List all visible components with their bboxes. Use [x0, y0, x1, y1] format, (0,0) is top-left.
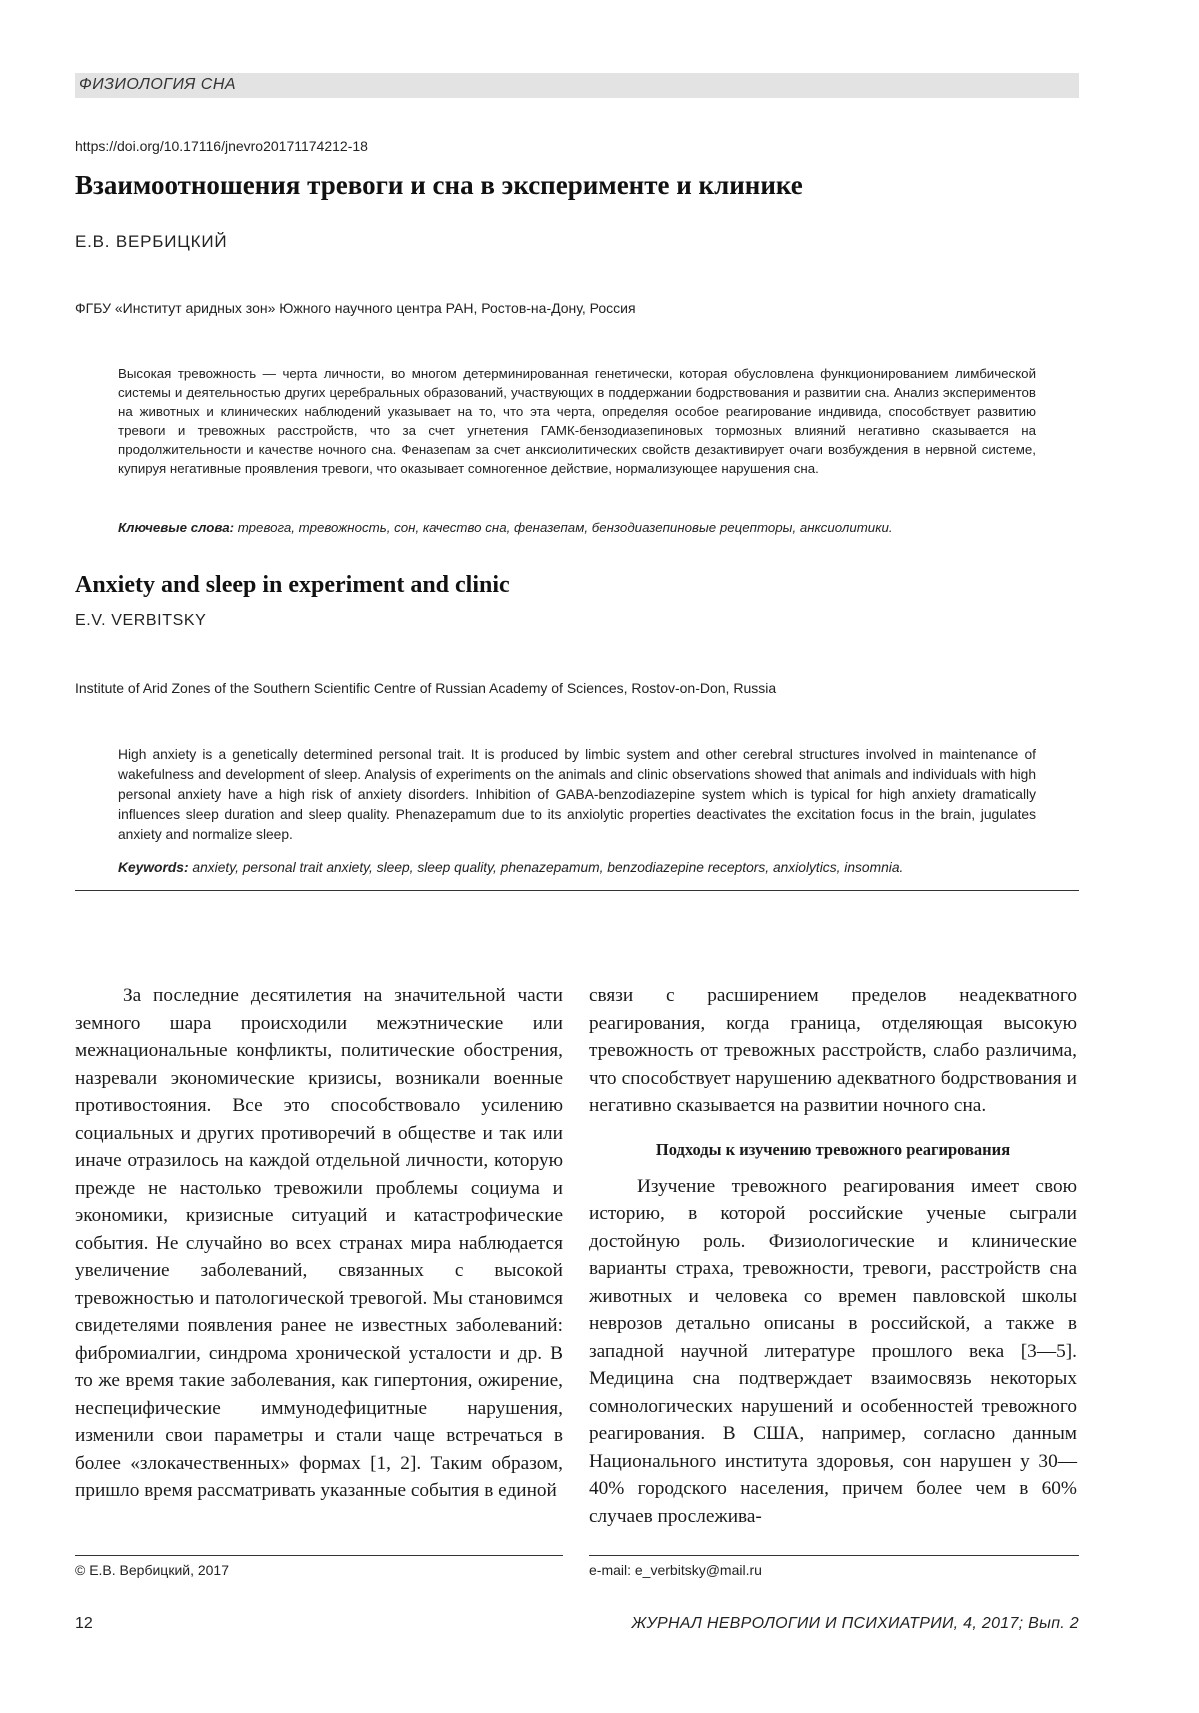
keywords-label-en: Keywords: [118, 860, 189, 875]
footnote-divider-left [75, 1555, 563, 1556]
affiliation-en: Institute of Arid Zones of the Southern Scientific Centre of Russian Academy of Sciences, Rostov-on-Don, Russia [75, 680, 777, 696]
abstract-ru: Высокая тревожность — черта личности, во многом детерминированная генетически, которая обусловлена функционированием лимбической системы и деятельностью других церебральных образований, участвующих в поддержании бодрствования и развитии сна. Анализ экспериментов на животных и клинических наблюдений указывает на то, что эта черта, определяя особое реагирование индивида, способствует развитию тревоги и тревожных расстройств, что за счет угнетения ГАМК-бензодиазепиновых тормозных влияний негативно сказывается на продолжительности и качестве ночного сна. Феназепам за счет анксиолитических свойств дезактивирует очаги возбуждения в нервной системе, купируя негативные проявления тревоги, что оказывает сомногенное действие, нормализующее нарушения сна. [118, 366, 1036, 476]
keywords-ru [118, 520, 1058, 535]
section-title: ФИЗИОЛОГИЯ СНА [79, 76, 237, 93]
abstract-en: High anxiety is a genetically determined personal trait. It is produced by limbic system and other cerebral structures involved in maintenance of wakefulness and development of sleep. Analysis of experiments on the animals and clinic observations showed that animals and individuals with high personal anxiety have a high risk of anxiety disorders. Inhibition of GABA-benzodiazepine system which is typical for high anxiety dramatically influences sleep duration and sleep quality. Phenazepamum due to its anxiolytic properties deactivates the excitation focus in the brain, jugulates anxiety and normalize sleep. [118, 747, 1036, 842]
affiliation-ru: ФГБУ «Институт аридных зон» Южного научного центра РАН, Ростов-на-Дону, Россия [75, 300, 636, 316]
body-paragraph: связи с расширением пределов неадекватного реагирования, когда граница, отделяющая высокую тревожность от тревожных расстройств, слабо различима, что способствует нарушению адекватного бодрствования и негативно сказывается на развитии ночного сна. [589, 985, 1077, 1116]
author-ru: Е.В. ВЕРБИЦКИЙ [75, 232, 228, 251]
keywords-list-en: anxiety, personal trait anxiety, sleep, sleep quality, phenazepamum, benzodiazepine receptors, anxiolytics, insomnia. [192, 860, 904, 875]
author-en: E.V. VERBITSKY [75, 612, 207, 629]
body-paragraph: За последние десятилетия на значительной части земного шара происходили межэтнические или межнациональные конфликты, политические обострения, назревали экономические кризисы, возникали военные противостояния. Все это способствовало усилению социальных и других противоречий в обществе и так или иначе отразилось на каждой отдельной личности, которую прежде не настолько тревожили проблемы социума и экономики, кризисные ситуаций и катастрофические события. Не случайно во всех странах мира наблюдается увеличение заболеваний, связанных с высокой тревожностью и патологической тревогой. Мы становимся свидетелями появления ранее не известных заболеваний: фибромиалгии, синдрома хронической усталости и др. В то же время такие заболевания, как гипертония, ожирение, неспецифические иммунодефицитные нарушения, изменили свои параметры и стали чаще встречаться в более «злокачественных» формах [1, 2]. Таким образом, пришло время рассматривать указанные события в единой [75, 985, 563, 1501]
body-column-right [589, 982, 1077, 1530]
page-number: 12 [75, 1615, 93, 1632]
article-title-en: Anxiety and sleep in experiment and clinic [75, 572, 510, 598]
author-email[interactable]: e-mail: e_verbitsky@mail.ru [589, 1562, 762, 1578]
section-header-bar [75, 73, 1079, 98]
section-subheading: Подходы к изучению тревожного реагирования [655, 1139, 1011, 1159]
keywords-list-ru: тревога, тревожность, сон, качество сна, феназепам, бензодиазепиновые рецепторы, анксиолитики. [237, 520, 893, 535]
doi-link[interactable]: https://doi.org/10.17116/jnevro20171174212-18 [75, 138, 368, 154]
copyright-note: © Е.В. Вербицкий, 2017 [75, 1562, 230, 1578]
keywords-en [118, 860, 1058, 875]
footnote-divider-right [589, 1555, 1079, 1556]
abstract-divider [75, 890, 1079, 891]
body-paragraph: Изучение тревожного реагирования имеет свою историю, в которой российские ученые сыграли достойную роль. Физиологические и клинические варианты страха, тревожности, тревоги, расстройств сна животных и человека со времен павловской школы неврозов детально описаны в российской, а также в западной научной литературе прошлого века [3—5]. Медицина сна подтверждает взаимосвязь некоторых сомнологических нарушений и особенностей тревожного реагирования. В США, например, согласно данным Национального института здоровья, сон нарушен у 30—40% городского населения, причем более чем в 60% случаев прослежива- [589, 1175, 1077, 1527]
journal-name: ЖУРНАЛ НЕВРОЛОГИИ И ПСИХИАТРИИ, 4, 2017; Вып. 2 [631, 1615, 1079, 1632]
article-title-ru: Взаимоотношения тревоги и сна в эксперименте и клинике [75, 170, 803, 200]
body-column-left [75, 982, 563, 1505]
keywords-label-ru: Ключевые слова: [118, 520, 235, 535]
